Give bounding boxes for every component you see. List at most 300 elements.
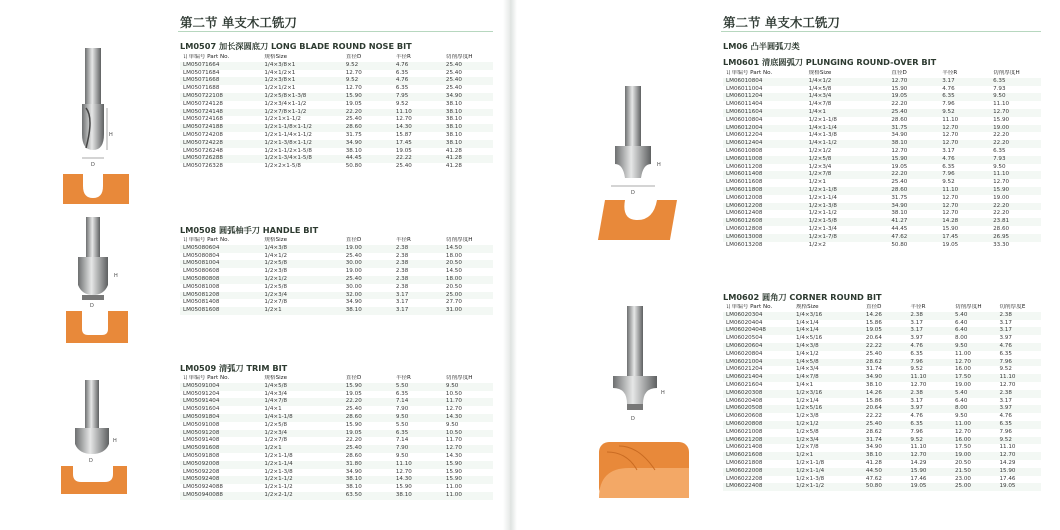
cell-diameter-d: 25.40 [343, 253, 393, 261]
table-row [723, 93, 1041, 101]
cell-diameter-d: 25.40 [863, 421, 908, 429]
page-heading: 第二节 单支木工铣刀 [723, 15, 840, 30]
cell-size: 1/2×5/8 [806, 156, 889, 164]
cell-radius-r: 7.14 [393, 398, 443, 406]
column-header-diameter-d: 直径D [343, 375, 393, 383]
cell-size: 1/4×1/2 [806, 78, 889, 86]
cell-cut-height-h: 41.28 [443, 163, 493, 171]
table-row [723, 320, 1041, 328]
cell-diameter-d: 44.45 [343, 155, 393, 163]
cell-cut-height-h: 20.50 [443, 284, 493, 292]
cell-part-no: LM050726328 [180, 163, 261, 171]
cell-part-no: LM05071684 [180, 70, 261, 78]
cell-radius-r: 14.29 [907, 460, 952, 468]
cell-radius-r: 2.38 [393, 253, 443, 261]
cell-radius-r: 11.10 [939, 187, 990, 195]
cell-size: 1/4×3/8×1 [261, 62, 342, 70]
cell-part-no: LM06020408 [723, 398, 793, 406]
column-header-size: 规格Size [806, 70, 889, 78]
cell-part-no: LM06022208 [723, 476, 793, 484]
cell-part-no: LM06013008 [723, 234, 806, 242]
cell-radius-r: 12.70 [939, 132, 990, 140]
cell-diameter-d: 19.00 [343, 268, 393, 276]
cell-diameter-d: 38.10 [863, 382, 908, 390]
cell-diameter-d: 38.10 [888, 210, 939, 218]
cell-cut-height-h: 41.28 [443, 155, 493, 163]
cell-radius-r: 12.70 [907, 452, 952, 460]
cell-size: 1/2×1/2 [793, 421, 863, 429]
cell-size: 1/2×1-1/2×1-5/8 [261, 148, 342, 156]
column-header-part-no: 订单编号 Part No. [723, 70, 806, 78]
cell-radius-r: 11.10 [393, 461, 443, 469]
cell-part-no: LM050724188 [180, 124, 261, 132]
cell-cut-height-h: 12.70 [990, 109, 1041, 117]
cell-size: 1/2×1-1/8 [806, 187, 889, 195]
section-title-lm0508: LM0508 圆弧柚手刀 HANDLE BIT [180, 225, 319, 235]
cell-part-no: LM06021004 [723, 359, 793, 367]
table-row [723, 460, 1041, 468]
cell-part-no: LM05080604 [180, 245, 261, 253]
cell-size: 1/4×3/8 [793, 343, 863, 351]
cell-cut-height-h: 22.20 [990, 210, 1041, 218]
cell-cut-height-h: 14.30 [443, 453, 493, 461]
cell-part-no: LM05092008 [180, 461, 261, 469]
cell-radius-r: 2.38 [907, 390, 952, 398]
table-row [180, 406, 493, 414]
cell-cut-height-h: 12.70 [443, 445, 493, 453]
cell-diameter-d: 19.05 [888, 93, 939, 101]
cell-radius-r: 2.38 [393, 284, 443, 292]
cell-part-no: LM05081008 [180, 284, 261, 292]
cell-size: 1/4×7/8 [806, 101, 889, 109]
cell-cut-height-h: 11.70 [443, 437, 493, 445]
cell-diameter-d: 15.86 [863, 320, 908, 328]
cell-diameter-d: 38.10 [343, 307, 393, 315]
cell-radius-r: 4.76 [393, 77, 443, 85]
cell-size: 1/2×1/4 [793, 398, 863, 406]
cell-cut-height-h: 11.00 [952, 351, 997, 359]
cell-radius-r: 6.35 [393, 430, 443, 438]
cell-cut-height-e: 19.05 [996, 483, 1041, 491]
cell-diameter-d: 28.60 [343, 124, 393, 132]
cell-radius-r: 2.38 [393, 268, 443, 276]
cell-cut-height-h: 25.00 [443, 292, 493, 300]
cell-radius-r: 2.38 [393, 260, 443, 268]
table-row [180, 307, 493, 315]
table-row [723, 413, 1041, 421]
svg-text:H: H [114, 273, 118, 279]
cell-cut-height-h: 18.00 [443, 276, 493, 284]
cell-cut-height-h: 9.50 [443, 383, 493, 391]
table-row [180, 414, 493, 422]
cell-radius-r: 4.76 [939, 156, 990, 164]
cell-radius-r: 15.90 [393, 484, 443, 492]
cell-cut-height-h: 34.90 [443, 93, 493, 101]
cell-part-no: LM06011608 [723, 179, 806, 187]
cell-radius-r: 14.30 [393, 124, 443, 132]
cell-radius-r: 19.05 [939, 242, 990, 250]
cell-radius-r: 6.35 [393, 391, 443, 399]
spec-table-lm0602 [723, 304, 1041, 491]
cell-radius-r: 6.35 [393, 70, 443, 78]
cell-diameter-d: 15.90 [888, 156, 939, 164]
cell-part-no: LM05091408 [180, 437, 261, 445]
cell-radius-r: 4.76 [939, 86, 990, 94]
section-title-lm0602: LM0602 圆角刀 CORNER ROUND BIT [723, 292, 882, 302]
column-header-cut-height-h: 切削厚度H [443, 375, 493, 383]
cell-part-no: LM06011204 [723, 93, 806, 101]
cell-part-no: LM06012204 [723, 132, 806, 140]
svg-text:D: D [91, 162, 95, 168]
cell-part-no: LM06011408 [723, 171, 806, 179]
cell-cut-height-h: 5.40 [952, 312, 997, 320]
cell-size: 1/2×3/4 [793, 437, 863, 445]
table-row [723, 203, 1041, 211]
svg-text:D: D [89, 458, 93, 464]
cell-part-no: LM06012808 [723, 226, 806, 234]
column-header-cut-height-h: 切削厚度H [443, 237, 493, 245]
cell-part-no: LM06022408 [723, 483, 793, 491]
cell-size: 1/4×1-3/8 [806, 132, 889, 140]
table-row [180, 276, 493, 284]
cell-cut-height-e: 17.46 [996, 476, 1041, 484]
section-title-lm0507: LM0507 加长深圆底刀 LONG BLADE ROUND NOSE BIT [180, 41, 412, 51]
cell-cut-height-h: 9.50 [990, 164, 1041, 172]
cell-size: 1/2×3/8 [793, 413, 863, 421]
cell-size: 1/2×1/2 [806, 148, 889, 156]
cell-cut-height-h: 25.40 [443, 77, 493, 85]
page-heading: 第二节 单支木工铣刀 [180, 15, 297, 30]
cell-size: 1/2×3/4 [261, 292, 342, 300]
cell-radius-r: 6.35 [907, 421, 952, 429]
cell-part-no: LM050724128 [180, 101, 261, 109]
table-row [723, 210, 1041, 218]
cell-radius-r: 25.40 [393, 163, 443, 171]
table-row [180, 140, 493, 148]
cell-diameter-d: 19.05 [343, 430, 393, 438]
cell-cut-height-e: 14.29 [996, 460, 1041, 468]
cell-radius-r: 4.76 [907, 343, 952, 351]
cell-part-no: LM05071668 [180, 77, 261, 85]
cell-radius-r: 6.35 [907, 351, 952, 359]
cell-diameter-d: 50.80 [343, 163, 393, 171]
cell-radius-r: 3.17 [393, 292, 443, 300]
cell-size: 1/4×7/8 [793, 374, 863, 382]
column-header-radius-r: 半径R [939, 70, 990, 78]
cell-diameter-d: 28.62 [863, 359, 908, 367]
cell-radius-r: 7.90 [393, 406, 443, 414]
cell-part-no: LM06021808 [723, 460, 793, 468]
cell-size: 1/2×1-1/8 [793, 460, 863, 468]
cell-part-no: LM06012208 [723, 203, 806, 211]
table-row [723, 483, 1041, 491]
cell-size: 1/4×5/8 [806, 86, 889, 94]
cell-part-no: LM05081208 [180, 292, 261, 300]
cell-diameter-d: 25.40 [863, 351, 908, 359]
cell-cut-height-h: 20.50 [952, 460, 997, 468]
cell-size: 1/2×1-3/8×1-1/2 [261, 140, 342, 148]
cell-cut-height-h: 21.50 [952, 468, 997, 476]
cell-size: 1/2×1 [261, 445, 342, 453]
cell-diameter-d: 20.64 [863, 405, 908, 413]
table-row [180, 437, 493, 445]
cell-diameter-d: 44.45 [888, 226, 939, 234]
cell-radius-r: 14.30 [393, 476, 443, 484]
left-page [0, 0, 503, 530]
cell-diameter-d: 38.10 [343, 484, 393, 492]
cell-radius-r: 5.50 [393, 383, 443, 391]
table-row [180, 398, 493, 406]
table-row [723, 452, 1041, 460]
column-header-size: 规格Size [261, 54, 342, 62]
table-row [180, 62, 493, 70]
cell-cut-height-h: 6.40 [952, 327, 997, 335]
cell-size: 1/2×5/8 [793, 429, 863, 437]
cell-part-no: LM06021208 [723, 437, 793, 445]
table-row [180, 124, 493, 132]
cell-cut-height-e: 3.17 [996, 327, 1041, 335]
cell-radius-r: 19.05 [907, 483, 952, 491]
cell-part-no: LM06020808 [723, 421, 793, 429]
cell-radius-r: 22.22 [393, 155, 443, 163]
cell-size: 1/2×3/4 [806, 164, 889, 172]
cell-radius-r: 7.95 [393, 93, 443, 101]
column-header-diameter-d: 直径D [343, 237, 393, 245]
table-row [180, 268, 493, 276]
cell-size: 1/2×3/16 [793, 390, 863, 398]
table-row [723, 171, 1041, 179]
cell-part-no: LM050726248 [180, 148, 261, 156]
svg-text:H: H [109, 132, 113, 138]
table-row [180, 253, 493, 261]
table-row [723, 234, 1041, 242]
column-header-part-no: 订单编号 Part No. [180, 54, 261, 62]
cell-cut-height-h: 9.50 [952, 413, 997, 421]
cell-radius-r: 9.52 [393, 101, 443, 109]
table-row [180, 430, 493, 438]
table-header-row [180, 375, 493, 383]
cell-part-no: LM05091008 [180, 422, 261, 430]
cell-cut-height-h: 38.10 [443, 101, 493, 109]
cell-part-no: LM05071664 [180, 62, 261, 70]
cell-radius-r: 2.38 [393, 245, 443, 253]
cell-diameter-d: 31.75 [888, 195, 939, 203]
cell-diameter-d: 31.74 [863, 366, 908, 374]
cell-cut-height-h: 20.50 [443, 260, 493, 268]
cell-cut-height-h: 16.00 [952, 437, 997, 445]
cell-radius-r: 12.70 [939, 195, 990, 203]
cell-part-no: LM06011808 [723, 187, 806, 195]
cell-radius-r: 12.70 [939, 125, 990, 133]
cell-cut-height-h: 38.10 [443, 116, 493, 124]
cell-size: 1/4×1-1/8 [261, 414, 342, 422]
cell-cut-height-h: 17.50 [952, 374, 997, 382]
cell-cut-height-h: 7.93 [990, 86, 1041, 94]
cell-cut-height-h: 10.50 [443, 430, 493, 438]
cell-cut-height-h: 38.10 [443, 124, 493, 132]
spec-table-lm0508 [180, 237, 493, 315]
cell-radius-r: 12.70 [939, 140, 990, 148]
table-header-row [723, 70, 1041, 78]
cell-size: 1/2×5/16 [793, 405, 863, 413]
cell-part-no: LM06012408 [723, 210, 806, 218]
cell-size: 1/2×1×1-1/2 [261, 116, 342, 124]
cell-cut-height-e: 4.76 [996, 413, 1041, 421]
cell-diameter-d: 22.20 [343, 109, 393, 117]
cell-cut-height-h: 41.28 [443, 148, 493, 156]
cell-diameter-d: 47.62 [863, 476, 908, 484]
cell-diameter-d: 25.40 [343, 116, 393, 124]
cell-part-no: LM06011208 [723, 164, 806, 172]
table-row [723, 109, 1041, 117]
cell-cut-height-h: 38.10 [443, 140, 493, 148]
cell-cut-height-h: 14.30 [443, 414, 493, 422]
cell-cut-height-e: 9.52 [996, 366, 1041, 374]
cell-part-no: LM06012008 [723, 195, 806, 203]
cell-diameter-d: 19.05 [888, 164, 939, 172]
cell-cut-height-h: 19.00 [952, 452, 997, 460]
cell-cut-height-e: 3.17 [996, 398, 1041, 406]
cell-cut-height-h: 5.40 [952, 390, 997, 398]
cell-size: 1/2×1-1/2 [261, 476, 342, 484]
cell-part-no: LM050724208 [180, 132, 261, 140]
table-row [723, 164, 1041, 172]
cell-diameter-d: 38.10 [343, 476, 393, 484]
svg-text:H: H [661, 390, 665, 396]
table-row [180, 492, 493, 500]
table-row [723, 398, 1041, 406]
table-row [180, 383, 493, 391]
table-row [180, 292, 493, 300]
cell-part-no: LM06020404 [723, 320, 793, 328]
cell-part-no: LM06011004 [723, 86, 806, 94]
cell-part-no: LM06020804 [723, 351, 793, 359]
cell-radius-r: 19.05 [393, 148, 443, 156]
cell-size: 1/4×3/4 [261, 391, 342, 399]
cell-part-no: LM06020608 [723, 413, 793, 421]
cell-diameter-d: 25.40 [343, 276, 393, 284]
cell-diameter-d: 25.40 [343, 445, 393, 453]
table-row [723, 444, 1041, 452]
cell-radius-r: 7.90 [393, 445, 443, 453]
cell-cut-height-h: 11.10 [990, 101, 1041, 109]
cell-diameter-d: 19.05 [343, 101, 393, 109]
cell-cut-height-h: 8.00 [952, 335, 997, 343]
table-row [723, 195, 1041, 203]
cell-cut-height-h: 23.81 [990, 218, 1041, 226]
cell-diameter-d: 15.86 [863, 398, 908, 406]
cell-diameter-d: 63.50 [343, 492, 393, 500]
cell-cut-height-e: 7.96 [996, 429, 1041, 437]
cell-diameter-d: 12.70 [343, 70, 393, 78]
cell-cut-height-h: 38.10 [443, 109, 493, 117]
cell-diameter-d: 34.90 [863, 374, 908, 382]
cell-cut-height-h: 14.50 [443, 268, 493, 276]
cell-cut-height-h: 15.90 [443, 461, 493, 469]
book-gutter [503, 0, 517, 530]
cell-radius-r: 11.10 [393, 109, 443, 117]
table-header-row [180, 54, 493, 62]
cell-part-no: LM050724148 [180, 109, 261, 117]
svg-text:H: H [657, 162, 661, 168]
cell-cut-height-h: 15.90 [443, 469, 493, 477]
cell-size: 1/2×1-3/8 [793, 476, 863, 484]
spec-table-lm0507 [180, 54, 493, 171]
cell-size: 1/4×1/4 [793, 320, 863, 328]
table-row [723, 343, 1041, 351]
cell-part-no: LM05091404 [180, 398, 261, 406]
cell-part-no: LM05092208 [180, 469, 261, 477]
table-row [180, 445, 493, 453]
cell-part-no: LM05081608 [180, 307, 261, 315]
table-row [180, 260, 493, 268]
cell-part-no: LM05091204 [180, 391, 261, 399]
column-header-radius-r: 半径R [393, 375, 443, 383]
svg-text:H: H [113, 438, 117, 444]
cell-radius-r: 12.70 [939, 203, 990, 211]
column-header-diameter-d: 直径D [888, 70, 939, 78]
cell-diameter-d: 15.90 [888, 86, 939, 94]
cell-size: 1/2×1/2 [261, 276, 342, 284]
cell-radius-r: 17.45 [939, 234, 990, 242]
cell-cut-height-e: 3.17 [996, 320, 1041, 328]
cell-radius-r: 15.90 [939, 226, 990, 234]
cell-cut-height-h: 9.50 [990, 93, 1041, 101]
cell-radius-r: 4.76 [393, 62, 443, 70]
cell-radius-r: 9.50 [393, 453, 443, 461]
handle-bit-illustration [60, 215, 140, 349]
column-header-part-no: 订单编号 Part No. [180, 375, 261, 383]
cell-cut-height-h: 6.35 [990, 148, 1041, 156]
table-row [180, 299, 493, 307]
cell-radius-r: 3.97 [907, 335, 952, 343]
table-row [723, 429, 1041, 437]
cell-cut-height-e: 11.10 [996, 444, 1041, 452]
table-row [180, 70, 493, 78]
cell-size: 1/2×1-1/2 [261, 484, 342, 492]
cell-size: 1/2×1-1/4 [806, 195, 889, 203]
cell-radius-r: 3.97 [907, 405, 952, 413]
cell-radius-r: 9.52 [907, 366, 952, 374]
table-row [723, 468, 1041, 476]
section-title-lm0509: LM0509 清弧刀 TRIM BIT [180, 363, 288, 373]
cell-size: 1/2×1-1/4×1-1/2 [261, 132, 342, 140]
cell-size: 1/2×1-3/8 [261, 469, 342, 477]
cell-cut-height-e: 6.35 [996, 351, 1041, 359]
table-row [723, 312, 1041, 320]
table-row [180, 245, 493, 253]
column-header-part-no: 订单编号 Part No. [723, 304, 793, 312]
table-row [180, 484, 493, 492]
cell-cut-height-e: 11.10 [996, 374, 1041, 382]
column-header-cut-height-h: 切削厚度H [990, 70, 1041, 78]
cell-radius-r: 9.52 [907, 437, 952, 445]
cell-radius-r: 7.96 [939, 171, 990, 179]
cell-cut-height-h: 11.70 [443, 398, 493, 406]
cell-diameter-d: 41.27 [888, 218, 939, 226]
cell-part-no: LM050940088 [180, 492, 261, 500]
cell-size: 1/2×5/8 [261, 260, 342, 268]
cell-radius-r: 3.17 [907, 320, 952, 328]
cell-size: 1/2×2 [806, 242, 889, 250]
cell-cut-height-h: 9.50 [443, 422, 493, 430]
cell-cut-height-h: 17.50 [952, 444, 997, 452]
table-row [180, 469, 493, 477]
cell-part-no: LM06010804 [723, 117, 806, 125]
cell-size: 1/2×5/8×1-3/8 [261, 93, 342, 101]
cell-part-no: LM05091804 [180, 414, 261, 422]
cell-radius-r: 9.52 [939, 179, 990, 187]
